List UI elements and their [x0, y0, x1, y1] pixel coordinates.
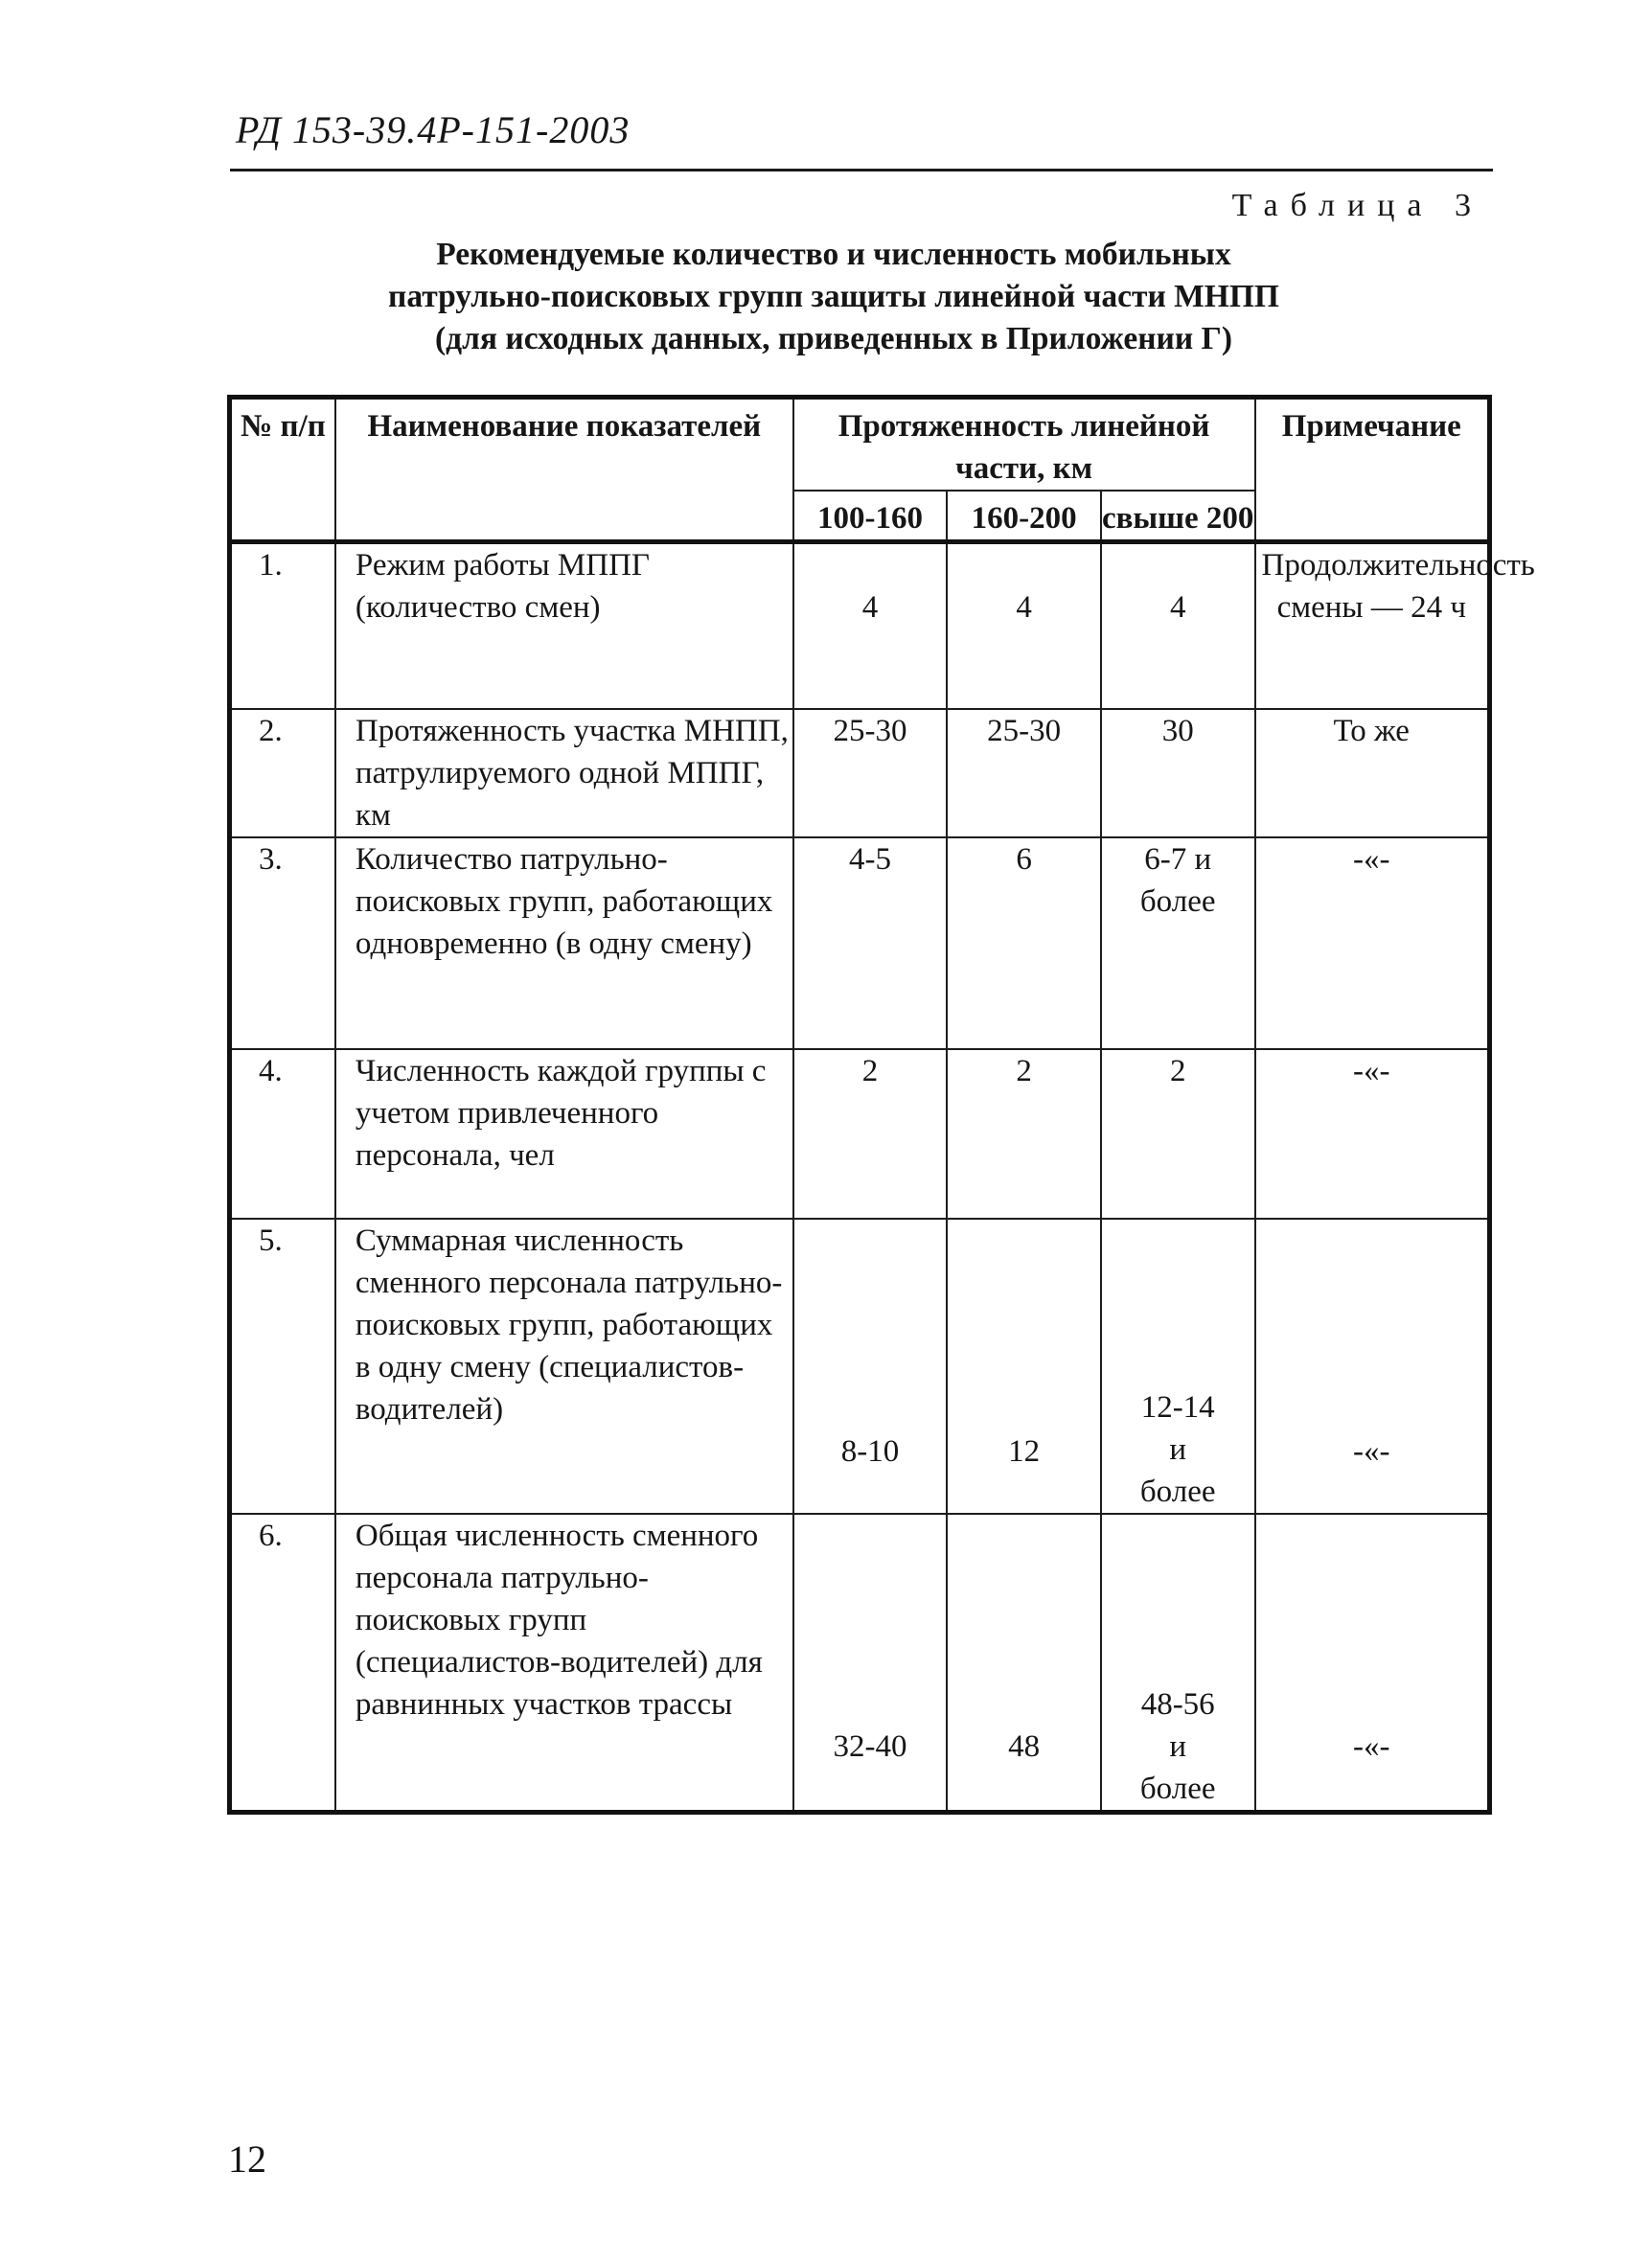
header-note: Примечание — [1255, 398, 1490, 542]
row-value: 32-40 — [793, 1514, 948, 1813]
row-number: 2. — [230, 709, 335, 837]
table-row — [230, 709, 1490, 837]
page-number: 12 — [228, 2138, 266, 2181]
row-note: -«- — [1255, 837, 1490, 1049]
row-name: Суммарная численность сменного персонала патрульно-поисковых групп, работающих в одну смену (специалистов-водителей) — [335, 1219, 793, 1514]
row-value: 4 — [947, 542, 1101, 709]
table-row — [230, 837, 1490, 1049]
row-name: Общая численность сменного персонала патрульно-поисковых групп (специалистов-водителей) для равнинных участков трассы — [335, 1514, 793, 1813]
row-note: Продолжительность смены — 24 ч — [1255, 542, 1490, 709]
row-name: Протяженность участка МНПП, патрулируемого одной МППГ, км — [335, 709, 793, 837]
row-number: 5. — [230, 1219, 335, 1514]
row-note: -«- — [1255, 1514, 1490, 1813]
header-length-col: 160-200 — [947, 491, 1101, 542]
header-length-col: 100-160 — [793, 491, 948, 542]
header-number: № п/п — [230, 398, 335, 542]
row-value: 30 — [1101, 709, 1255, 837]
row-value: 25-30 — [793, 709, 948, 837]
header-length-col: свыше 200 — [1101, 491, 1255, 542]
row-number: 6. — [230, 1514, 335, 1813]
row-value: 2 — [1101, 1049, 1255, 1219]
row-value: 4-5 — [793, 837, 948, 1049]
row-number: 1. — [230, 542, 335, 709]
data-table — [227, 395, 1535, 1815]
table-label: Таблица 3 — [1231, 188, 1483, 223]
table-row — [230, 542, 1490, 709]
table-row — [230, 1049, 1490, 1219]
row-value: 25-30 — [947, 709, 1101, 837]
row-value: 4 — [793, 542, 948, 709]
caption-line-3: (для исходных данных, приведенных в Приложении Г) — [435, 321, 1232, 356]
table-caption — [287, 234, 1380, 360]
table-body — [230, 542, 1535, 1813]
table-row — [230, 1219, 1490, 1514]
row-value: 12-14 и более — [1101, 1219, 1255, 1514]
table-header — [230, 398, 1490, 542]
header-rule — [230, 169, 1493, 172]
row-value: 6-7 и более — [1101, 837, 1255, 1049]
row-value: 2 — [793, 1049, 948, 1219]
document-code: РД 153-39.4Р-151-2003 — [236, 108, 631, 151]
table-row — [230, 1514, 1490, 1813]
caption-line-2: патрульно-поисковых групп защиты линейной части МНПП — [388, 279, 1279, 314]
row-value: 8-10 — [793, 1219, 948, 1514]
row-number: 4. — [230, 1049, 335, 1219]
header-name: Наименование показателей — [335, 398, 793, 542]
row-note: -«- — [1255, 1049, 1490, 1219]
row-number: 3. — [230, 837, 335, 1049]
row-name: Режим работы МППГ (количество смен) — [335, 542, 793, 709]
row-value: 48-56 и более — [1101, 1514, 1255, 1813]
caption-line-1: Рекомендуемые количество и численность мобильных — [436, 237, 1231, 272]
row-value: 2 — [947, 1049, 1101, 1219]
row-name: Численность каждой группы с учетом привлеченного персонала, чел — [335, 1049, 793, 1219]
row-note: -«- — [1255, 1219, 1490, 1514]
row-name: Количество патрульно-поисковых групп, работающих одновременно (в одну смену) — [335, 837, 793, 1049]
row-value: 12 — [947, 1219, 1101, 1514]
row-value: 4 — [1101, 542, 1255, 709]
header-length-group: Протяженность линейной части, км — [793, 398, 1255, 492]
header-row — [230, 398, 1490, 492]
row-value: 48 — [947, 1514, 1101, 1813]
row-note: То же — [1255, 709, 1490, 837]
row-value: 6 — [947, 837, 1101, 1049]
